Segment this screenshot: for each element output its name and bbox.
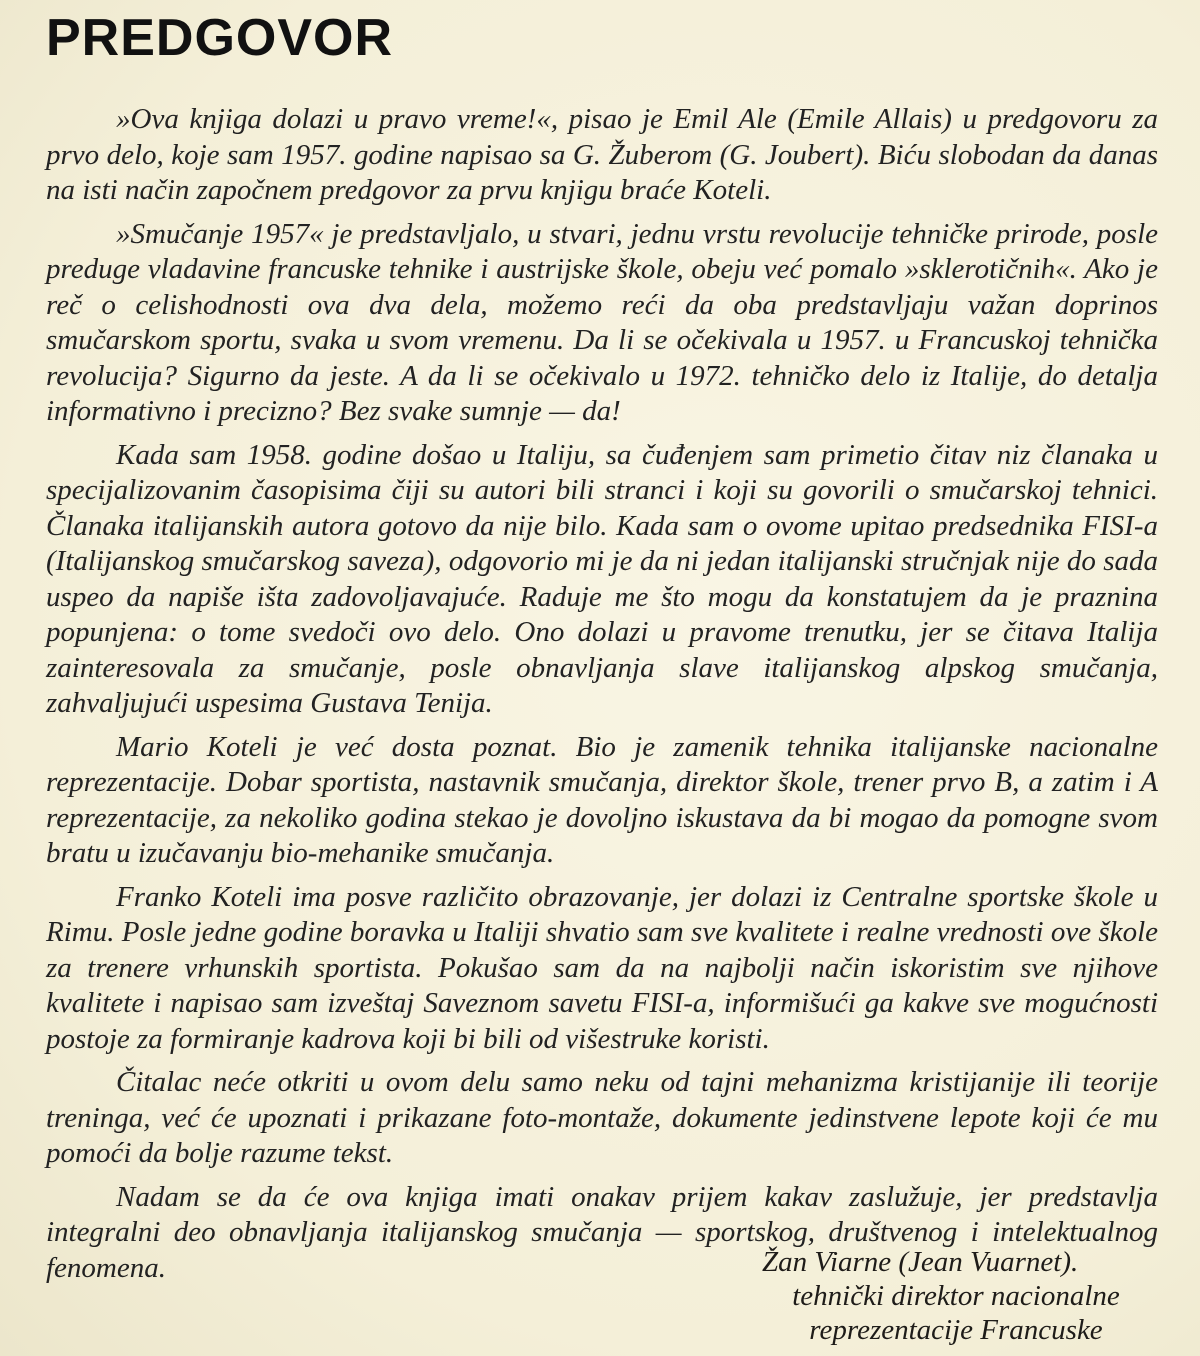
paragraph: Mario Koteli je već dosta poznat. Bio je zamenik tehnika italijanske nacionalne reprezentacije. Dobar sportista, nastavnik smučanja, direktor škole, trener prvo B, a zatim i A reprezentacije, za nekoliko godina stekao je dovoljno iskustava da bi mogao da pomogne svom bratu u izučavanju bio-mehanike smučanja. [46, 730, 1158, 869]
paragraph: Kada sam 1958. godine došao u Italiju, sa čuđenjem sam primetio čitav niz članaka u specijalizovanim časopisima čiji su autori bili stranci i koji su govorili o smučarskoj tehnici. Članaka italijanskih autora gotovo da nije bilo. Kada sam o ovome upitao predsednika FISI-a (Italijanskog smučarskog saveza), odgovorio mi je da ni jedan italijanski stručnjak nije do sada uspeo da napiše išta zadovoljavajuće. Raduje me što mogu da konstatujem da je praznina popunjena: o tome svedoči ovo delo. Ono dolazi u pravome trenutku, jer se čitava Italija zainteresovala za smučanje, posle obnavljanja slave italijanskog alpskog smučanja, zahvaljujući uspesima Gustava Tenija. [46, 438, 1158, 719]
paragraph: »Smučanje 1957« je predstavljalo, u stvari, jednu vrstu revolucije tehničke prirode, posle preduge vladavine francuske tehnike i austrijske škole, obeju već pomalo »sklerotičnih«. Ako je reč o celishodnosti ova dva dela, možemo reći da oba predstavljaju važan doprinos smučarskom sportu, svaka u svom vremenu. Da li se očekivala u 1957. u Francuskoj tehnička revolucija? Sigurno da jeste. A da li se očekivalo u 1972. tehničko delo iz Italije, do detalja informativno i precizno? Bez svake sumnje — da! [46, 217, 1158, 427]
author-role: tehnički direktor nacionalne [792, 1280, 1120, 1312]
signature-block [746, 1245, 1166, 1347]
paragraph: Čitalac neće otkriti u ovom delu samo neku od tajni mehanizma kristijanije ili teorije treninga, već će upoznati i prikazane foto-montaže, dokumente jedinstvene lepote koji će mu pomoći da bolje razume tekst. [46, 1066, 1158, 1169]
paragraph: »Ova knjiga dolazi u pravo vreme!«, pisao je Emil Ale (Emile Allais) u predgovoru za prvo delo, koje sam 1957. godine napisao sa G. Žuberom (G. Joubert). Biću slobodan da danas na isti način započnem predgovor za prvu knjigu braće Koteli. [46, 103, 1158, 206]
author-role: reprezentacije Francuske [809, 1314, 1103, 1346]
paragraph: Nadam se da će ova knjiga imati onakav prijem kakav zaslužuje, jer predstavlja integralni deo obnavljanja italijanskog smučanja — sportskog, društvenog i intelektualnog fenomena. [46, 1180, 1158, 1284]
page-title: PREDGOVOR [46, 9, 394, 67]
author-name: Žan Viarne (Jean Vuarnet). [762, 1246, 1079, 1278]
preface-body [46, 102, 1158, 1286]
paragraph: Franko Koteli ima posve različito obrazovanje, jer dolazi iz Centralne sportske škole u Rimu. Posle jedne godine boravka u Italiji shvatio sam sve kvalitete i realne vrednosti ove škole za trenere vrhunskih sportista. Pokušao sam da na najbolji način iskoristim sve njihove kvalitete i napisao sam izveštaj Saveznom savetu FISI-a, informišući ga kakve sve mogućnosti postoje za formiranje kadrova koji bi bili od višestruke koristi. [46, 880, 1158, 1055]
